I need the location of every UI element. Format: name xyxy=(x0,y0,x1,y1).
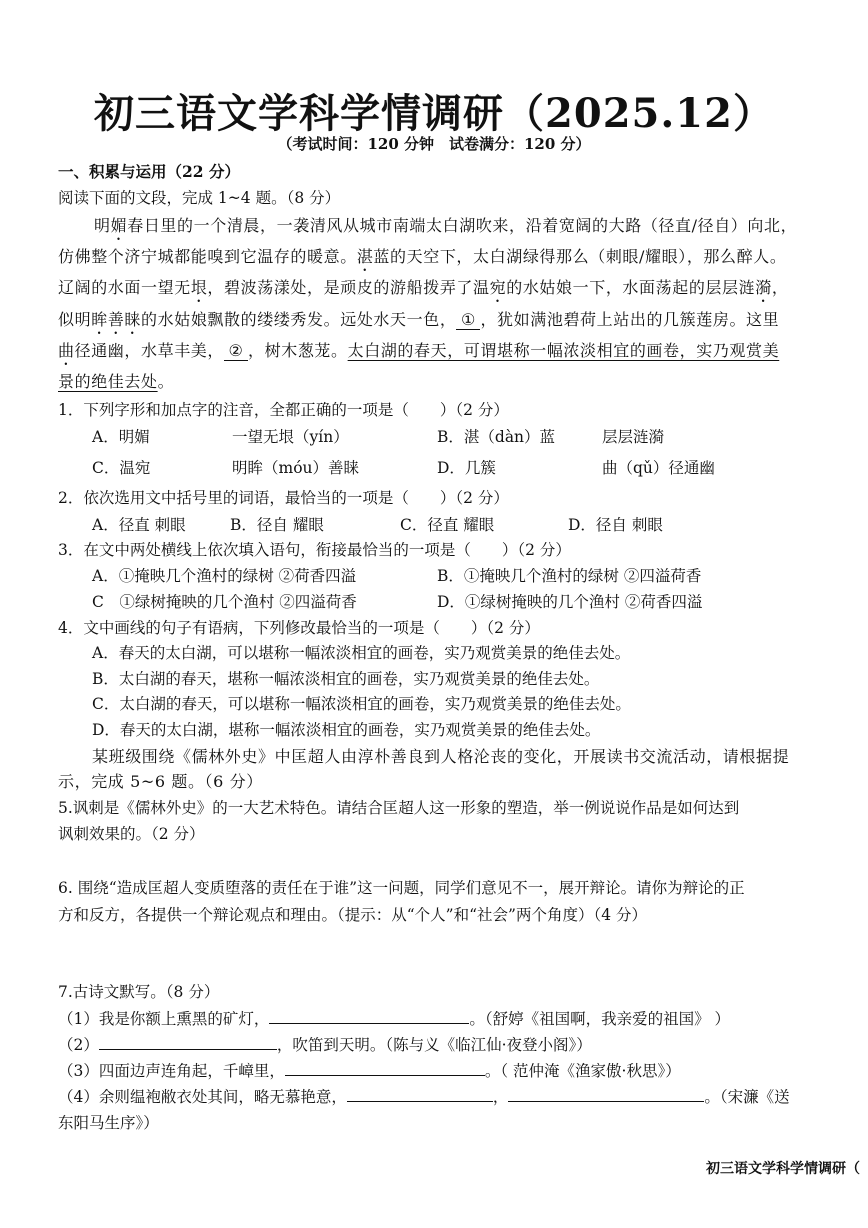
dotted-char: 睐 xyxy=(124,310,142,329)
question-2-stem: 2．依次选用文中括号里的词语，最恰当的一项是（ ）（2 分） xyxy=(58,489,509,507)
q1-option-c-2: 明眸（móu）善睐 xyxy=(232,459,360,477)
blank-1: ① xyxy=(456,310,480,330)
q7-item-3: （3）四面边声连角起，千嶂里， 。（ 范仲淹《渔家傲·秋思》） xyxy=(58,1059,681,1081)
q2-option-b: B．径自 耀眼 xyxy=(230,516,324,534)
reading-instruction: 阅读下面的文段，完成 1~4 题。（8 分） xyxy=(58,189,341,207)
q3-option-d: D．①绿树掩映的几个渔村 ②荷香四溢 xyxy=(437,593,703,611)
question-6-line-2: 方和反方，各提供一个辩论观点和理由。（提示：从“个人”和“社会”两个角度）（4 分） xyxy=(58,906,647,924)
page-title: 初三语文学科学情调研（2025.12） xyxy=(94,90,774,137)
q4-option-a: A．春天的太白湖，可以堪称一幅浓淡相宜的画卷，实乃观赏美景的绝佳去处。 xyxy=(92,644,631,662)
reading-instruction-2-cont: 示，完成 5~6 题。（6 分） xyxy=(58,772,263,791)
page-footer: 初三语文学科学情调研（ xyxy=(706,1161,860,1177)
answer-blank[interactable] xyxy=(508,1085,704,1102)
passage-line-4: 似明眸善睐的水姑娘飘散的缕缕秀发。远处水天一色， ① ，犹如满池碧荷上站出的几簇莲房。这里 xyxy=(58,310,780,329)
q2-option-d: D．径自 刺眼 xyxy=(568,516,663,534)
passage-line-2: 仿佛整个济宁城都能嗅到它温存的暖意。湛蓝的天空下，太白湖绿得那么（刺眼/耀眼），那么醉人。 xyxy=(58,247,787,266)
dotted-char: 宛 xyxy=(489,278,507,297)
question-7-stem: 7.古诗文默写。（8 分） xyxy=(58,983,220,1001)
q4-option-d: D．春天的太白湖，堪称一幅浓淡相宜的画卷，实乃观赏美景的绝佳去处。 xyxy=(92,721,601,739)
dotted-char: 垠 xyxy=(190,278,208,297)
question-1-stem: 1．下列字形和加点字的注音，全都正确的一项是（ ）（2 分） xyxy=(58,401,509,419)
answer-blank[interactable] xyxy=(347,1085,493,1102)
question-5-line-2: 讽刺效果的。（2 分） xyxy=(58,825,205,843)
dotted-char: 曲 xyxy=(58,341,75,360)
question-6-line-1: 6. 围绕“造成匡超人变质堕落的责任在于谁”这一问题，同学们意见不一，展开辩论。请你为辩论的正 xyxy=(58,879,745,897)
dotted-char: 媚 xyxy=(110,216,128,235)
q7-item-4: （4）余则缊袍敝衣处其间，略无慕艳意， ， 。（宋濂《送 xyxy=(58,1085,790,1107)
reading-instruction-2: 某班级围绕《儒林外史》中匡超人由淳朴善良到人格沦丧的变化，开展读书交流活动，请根据提 xyxy=(92,747,790,766)
passage-line-6: 景的绝佳去处。 xyxy=(58,372,175,391)
dotted-char: 善 xyxy=(107,310,125,329)
answer-blank[interactable] xyxy=(285,1059,485,1076)
section-heading: 一、积累与运用（22 分） xyxy=(58,162,240,181)
q4-option-b: B．太白湖的春天，堪称一幅浓淡相宜的画卷，实乃观赏美景的绝佳去处。 xyxy=(92,670,600,688)
question-3-stem: 3．在文中两处横线上依次填入语句，衔接最恰当的一项是（ ）（2 分） xyxy=(58,541,571,559)
q1-option-c: C．温宛 xyxy=(92,459,151,477)
question-4-stem: 4．文中画线的句子有语病，下列修改最恰当的一项是（ ）（2 分） xyxy=(58,619,540,637)
q3-option-c: C ①绿树掩映的几个渔村 ②四溢荷香 xyxy=(92,593,357,611)
q4-option-c: C．太白湖的春天，可以堪称一幅浓淡相宜的画卷，实乃观赏美景的绝佳去处。 xyxy=(92,695,631,713)
q3-option-a: A．①掩映几个渔村的绿树 ②荷香四溢 xyxy=(92,567,357,585)
q1-option-b-2: 层层涟漪 xyxy=(602,428,665,446)
dotted-char: 漪 xyxy=(755,278,772,297)
q1-option-d: D．几簇 xyxy=(437,459,496,477)
q1-option-d-2: 曲（qǔ）径通幽 xyxy=(602,459,715,477)
question-5-line-1: 5.讽刺是《儒林外史》的一大艺术特色。请结合匡超人这一形象的塑造，举一例说说作品是如何达到 xyxy=(58,799,740,817)
q1-option-a: A．明媚 xyxy=(92,428,150,446)
underlined-sentence: 太白湖的春天，可谓堪称一幅浓淡相宜的画卷，实乃观赏美 xyxy=(347,341,780,360)
passage-line-1: 明媚春日里的一个清晨，一袭清风从城市南端太白湖吹来，沿着宽阔的大路（径直/径自）向北， xyxy=(94,216,798,235)
q7-item-2: （2） ，吹笛到天明。（陈与义《临江仙·夜登小阁》） xyxy=(58,1033,592,1055)
underlined-sentence: 景的绝佳去处 xyxy=(58,372,158,391)
dotted-char: 眸 xyxy=(91,310,108,329)
dotted-char: 湛 xyxy=(356,247,374,266)
passage-line-5: 曲径通幽，水草丰美， ② ，树木葱茏。太白湖的春天，可谓堪称一幅浓淡相宜的画卷，实乃观赏美 xyxy=(58,341,780,360)
q2-option-c: C．径直 耀眼 xyxy=(400,516,495,534)
q2-option-a: A．径直 刺眼 xyxy=(92,516,186,534)
q3-option-b: B．①掩映几个渔村的绿树 ②四溢荷香 xyxy=(437,567,702,585)
blank-2: ② xyxy=(224,341,248,361)
q7-item-4-cont: 东阳马生序》） xyxy=(58,1114,159,1132)
q1-option-a-2: 一望无垠（yín） xyxy=(232,428,349,446)
answer-blank[interactable] xyxy=(99,1033,277,1050)
passage-line-3: 辽阔的水面一望无垠，碧波荡漾处，是顽皮的游船拨弄了温宛的水姑娘一下，水面荡起的层层涟漪， xyxy=(58,278,789,297)
answer-blank[interactable] xyxy=(269,1007,469,1024)
exam-info: （考试时间：120 分钟 试卷满分：120 分） xyxy=(277,135,591,153)
q1-option-b: B．湛（dàn）蓝 xyxy=(437,428,556,446)
q7-item-1: （1）我是你额上熏黑的矿灯， 。（舒婷《祖国啊，我亲爱的祖国》 ） xyxy=(58,1007,730,1029)
